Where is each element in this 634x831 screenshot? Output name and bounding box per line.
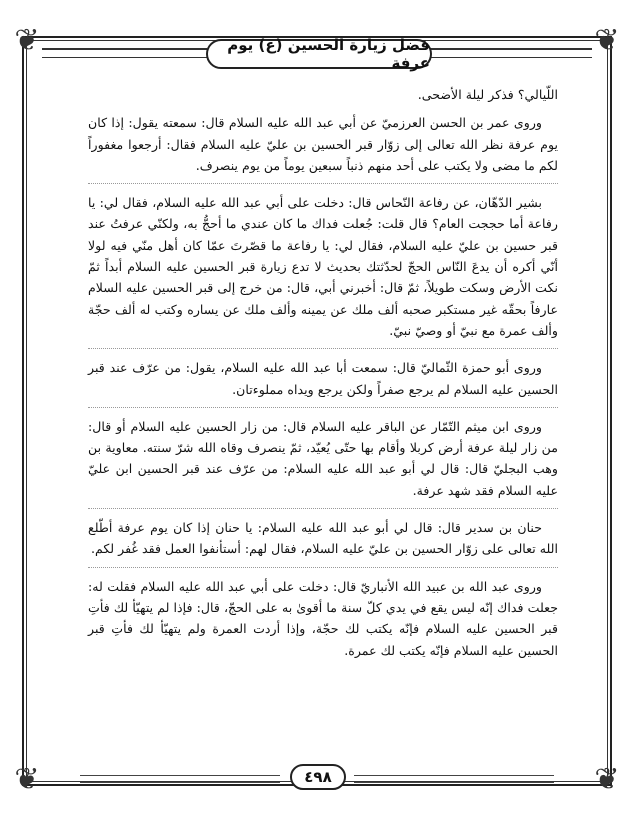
paragraph: وروى ابن ميثم التّمّار عن الباقر عليه السلام قال: من زار الحسين عليه السلام أو قال: من زار ليلة عرفة أرض كربلا وأقام بها حتّى يُعيّد، ثمّ ينصرف وقاه الله شرّ سنته. معاوية بن وهب البجليّ قال: قال لي أبو عبد الله عليه السلام: من عرّف عند قبر الحسين ابن عليّ عليه السلام فقد شهد عرفة.: [88, 418, 558, 498]
paragraph: حنان بن سدير قال: قال لي أبو عبد الله عليه السلام: يا حنان إذا كان يوم عرفة أطّلع الله تعالى على زوّار الحسين بن عليّ عليه السلام، فقال لهم: أستأنفوا العمل فقد غُفر لكم.: [88, 520, 558, 557]
paragraph: بشير الدّهّان، عن رفاعة النّحاس قال: دخلت على أبي عبد الله عليه السلام، فقال لي: يا رفاعة أما حججت العام؟ قال قلت: جُعلت فداك ما كان عندي ما أحجُّ به، ولكنّي عرفتُ عند قبر حسين بن عليّ عليه السلام، فقال لي: يا رفاعة ما قصّرتَ عمّا كان أهل منّي فيه لولا أنّي أكره أن يدعَ النّاس الحجّ لحدّثتك بحديث لا تدع زيارة قبر الحسين عليه السلام أبداً ثمّ نكت الأرض وسكت طويلاً، ثمّ قال: أخبرني أبي، قال: من خرج إلى قبر الحسين عليه السلام عارفاً بحقّه غير مستكبر صحبه ألف ملك عن يمينه وألف ملك عن يساره وكتب له ألف حجّة وألف عمرة مع نبيّ أو وصيّ نبيّ.: [88, 195, 558, 338]
page-title: فضل زيارة الحسين (ع) يوم عرفة: [227, 36, 430, 72]
paragraph: وروى عمر بن الحسن العرزميّ عن أبي عبد الله عليه السلام قال: سمعته يقول: إذا كان يوم عرفة نظر الله تعالى إلى زوّار قبر الحسين بن عليّ عليه السلام فقال: أرجعوا مغفوراً لكم ما مضى ولا يكتب على أحد منهم ذنباً سبعين يوماً من يوم ينصرف.: [88, 115, 558, 173]
footer-ornament: [80, 775, 280, 783]
main-text: [88, 84, 558, 668]
divider: [88, 348, 558, 349]
corner-ornament-icon: ❦: [594, 762, 620, 797]
page-number: ٤٩٨: [304, 768, 332, 786]
corner-ornament-icon: ❦: [14, 23, 40, 58]
footer-ornament: [354, 775, 554, 783]
divider: [88, 183, 558, 184]
header-ornament: [42, 48, 207, 58]
corner-ornament-icon: ❦: [14, 762, 40, 797]
paragraph: اللّيالي؟ فذكر ليلة الأضحى.: [417, 87, 558, 102]
divider: [88, 508, 558, 509]
divider: [88, 407, 558, 408]
divider: [88, 567, 558, 568]
page-number-box: [290, 764, 346, 790]
header-ornament: [427, 48, 592, 58]
page-title-box: [206, 36, 432, 72]
corner-ornament-icon: ❦: [594, 23, 620, 58]
paragraph: وروى أبو حمزة الثّماليّ قال: سمعت أبا عبد الله عليه السلام، يقول: من عرّف عند قبر الحسين عليه السلام لم يرجع صفراً ولكن يرجع ويداه مملوءتان.: [88, 360, 558, 397]
paragraph: وروى عبد الله بن عبيد الله الأنباريّ قال: دخلت على أبي عبد الله عليه السلام فقلت له: جعلت فداك إنّه ليس يقع في يدي كلّ سنة ما أقوىٰ به على الحجّ، قال: فإذا لم يتهيّأ لك فأتِ قبر الحسين عليه السلام فإنّه يكتب لك حجّة، وإذا أردت العمرة ولم يتهيّأ لك فأتِ قبر الحسين عليه السلام فإنّه يكتب لك عمرة.: [88, 578, 558, 658]
